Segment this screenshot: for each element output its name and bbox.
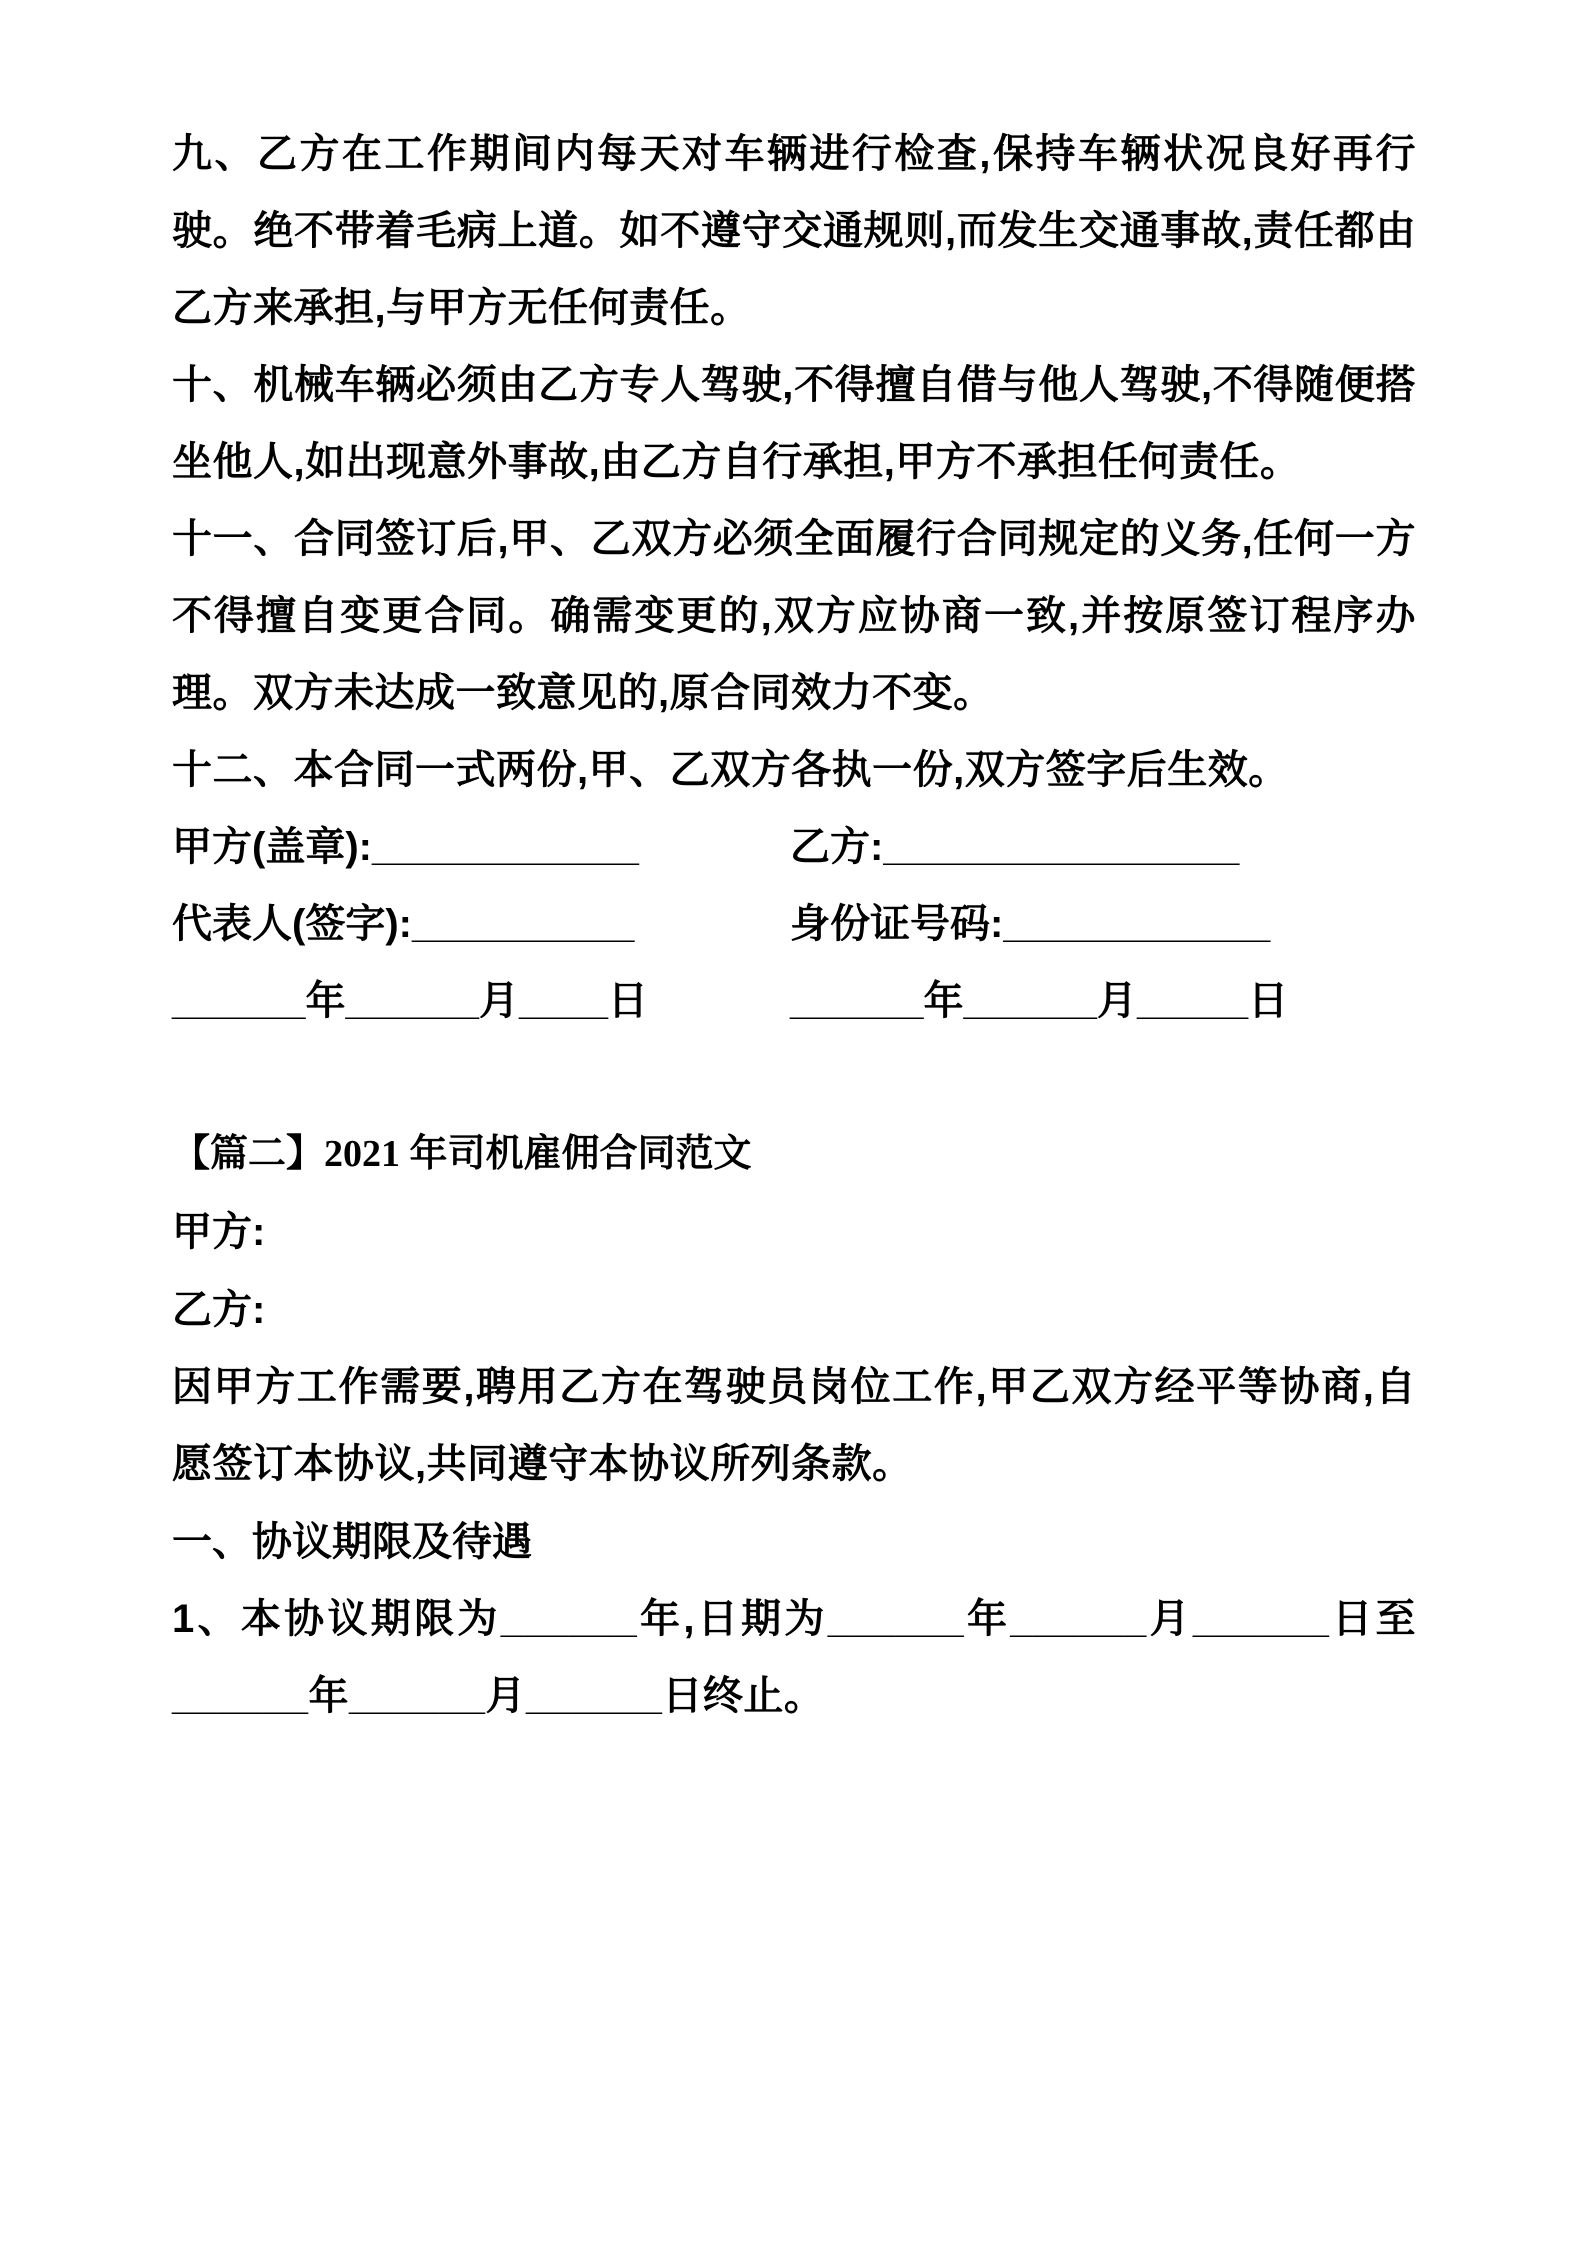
party-a-seal-line: 甲方(盖章):____________ <box>172 825 639 869</box>
signature-row-dates <box>172 963 1416 1040</box>
clause-10: 十、机械车辆必须由乙方专人驾驶,不得擅自借与他人驾驶,不得随便搭坐他人,如出现意外事故,由乙方自行承担,甲方不承担任何责任。 <box>172 363 1416 484</box>
clause-12: 十二、本合同一式两份,甲、乙双方各执一份,双方签字后生效。 <box>172 748 1289 792</box>
signature-row-representative <box>172 886 1416 963</box>
section-2-title: 【篇二】2021 年司机雇佣合同范文 <box>172 1133 752 1175</box>
date-line-party-b: ______年______月_____日 <box>790 979 1289 1023</box>
clause-9: 九、乙方在工作期间内每天对车辆进行检查,保持车辆状况良好再行驶。绝不带着毛病上道。如不遵守交通规则,而发生交通事故,责任都由乙方来承担,与甲方无任何责任。 <box>172 132 1416 330</box>
section-2-intro: 因甲方工作需要,聘用乙方在驾驶员岗位工作,甲乙双方经平等协商,自愿签订本协议,共同遵守本协议所列条款。 <box>172 1365 1416 1486</box>
section-2-heading-1: 一、协议期限及待遇 <box>172 1520 532 1564</box>
signature-row-parties <box>172 809 1416 886</box>
id-number-line: 身份证号码:____________ <box>790 902 1271 946</box>
section-2-item-1: 1、本协议期限为______年,日期为______年______月______日至______年______月______日终止。 <box>172 1597 1416 1718</box>
party-b-label: 乙方: <box>172 1288 266 1332</box>
clause-11: 十一、合同签订后,甲、乙双方必须全面履行合同规定的义务,任何一方不得擅自变更合同。确需变更的,双方应协商一致,并按原签订程序办理。双方未达成一致意见的,原合同效力不变。 <box>172 517 1416 715</box>
party-a-label: 甲方: <box>172 1210 266 1254</box>
party-b-line: 乙方:________________ <box>790 825 1240 869</box>
representative-signature-line: 代表人(签字):__________ <box>172 902 635 946</box>
date-line-party-a: ______年______月____日 <box>172 979 648 1023</box>
